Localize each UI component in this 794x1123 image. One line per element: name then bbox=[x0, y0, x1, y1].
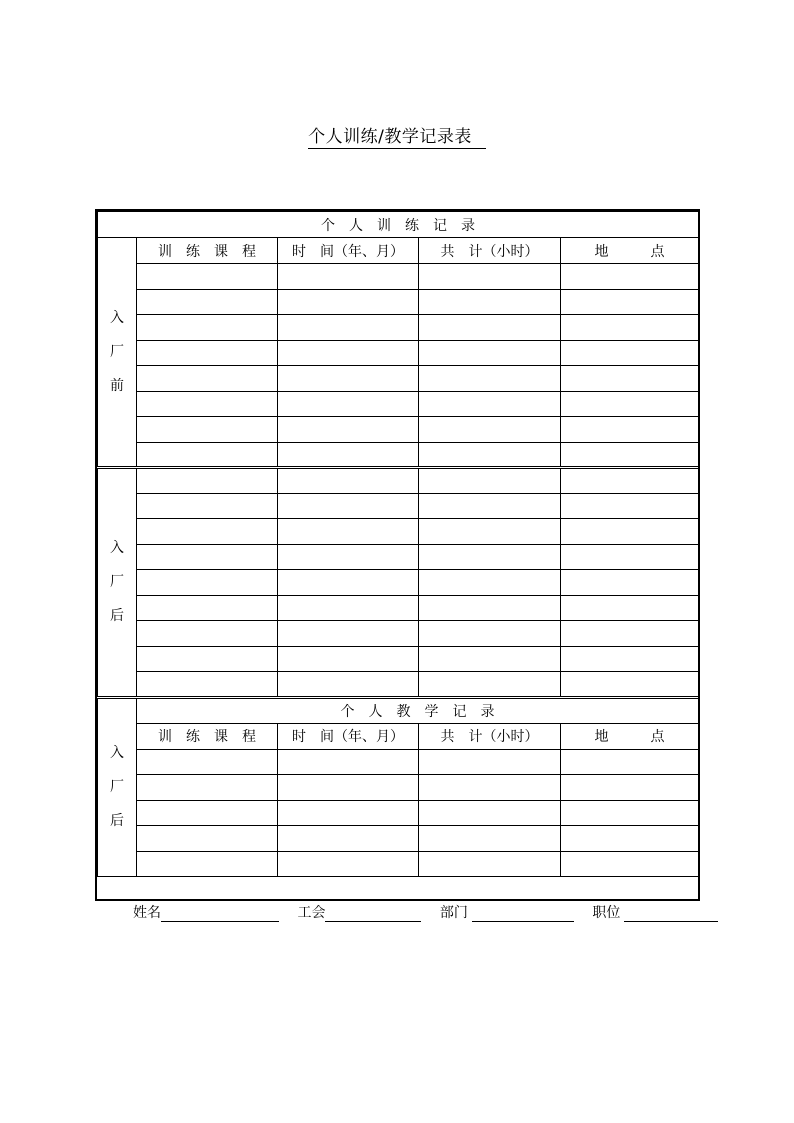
record-table bbox=[97, 211, 699, 877]
table-cell[interactable] bbox=[137, 646, 278, 672]
table-cell[interactable] bbox=[278, 775, 419, 801]
table-cell[interactable] bbox=[419, 672, 561, 698]
col-header-time: 时 间（年、月） bbox=[278, 238, 419, 264]
table-cell[interactable] bbox=[278, 749, 419, 775]
col-header-total: 共 计（小时） bbox=[419, 238, 561, 264]
table-row bbox=[98, 826, 699, 852]
table-cell[interactable] bbox=[137, 826, 278, 852]
col-header-course: 训 练 课 程 bbox=[137, 238, 278, 264]
table-cell[interactable] bbox=[561, 672, 699, 698]
position-label: 职位 bbox=[592, 905, 621, 921]
table-cell[interactable] bbox=[561, 826, 699, 852]
teaching-header-row bbox=[98, 697, 699, 723]
table-cell[interactable] bbox=[137, 544, 278, 570]
table-row bbox=[98, 391, 699, 417]
name-line[interactable] bbox=[161, 907, 279, 922]
col-header-location: 地 点 bbox=[561, 238, 699, 264]
table-cell[interactable] bbox=[137, 775, 278, 801]
table-row bbox=[98, 800, 699, 826]
table-cell[interactable] bbox=[137, 315, 278, 341]
table-cell[interactable] bbox=[278, 621, 419, 647]
table-cell[interactable] bbox=[561, 315, 699, 341]
footer-department bbox=[440, 902, 574, 922]
col-header-total: 共 计（小时） bbox=[419, 723, 561, 749]
table-row bbox=[98, 315, 699, 341]
table-cell[interactable] bbox=[561, 646, 699, 672]
name-label: 姓名 bbox=[133, 905, 161, 921]
table-cell[interactable] bbox=[137, 800, 278, 826]
table-cell[interactable] bbox=[419, 519, 561, 545]
table-cell[interactable] bbox=[561, 468, 699, 494]
table-row bbox=[98, 366, 699, 392]
footer-union bbox=[297, 902, 421, 922]
table-cell[interactable] bbox=[137, 570, 278, 596]
table-cell[interactable] bbox=[561, 264, 699, 290]
table-row bbox=[98, 417, 699, 443]
table-cell[interactable] bbox=[561, 775, 699, 801]
table-row bbox=[98, 570, 699, 596]
table-cell[interactable] bbox=[137, 672, 278, 698]
col-header-time: 时 间（年、月） bbox=[278, 723, 419, 749]
table-cell[interactable] bbox=[278, 468, 419, 494]
table-cell[interactable] bbox=[419, 468, 561, 494]
table-cell[interactable] bbox=[137, 749, 278, 775]
table-cell[interactable] bbox=[561, 289, 699, 315]
table-cell[interactable] bbox=[419, 340, 561, 366]
table-row bbox=[98, 519, 699, 545]
table-cell[interactable] bbox=[278, 826, 419, 852]
table-cell[interactable] bbox=[419, 775, 561, 801]
table-cell[interactable] bbox=[561, 800, 699, 826]
table-cell[interactable] bbox=[561, 366, 699, 392]
table-cell[interactable] bbox=[278, 800, 419, 826]
table-row bbox=[98, 442, 699, 468]
table-cell[interactable] bbox=[137, 595, 278, 621]
table-cell[interactable] bbox=[561, 493, 699, 519]
footer-position bbox=[592, 902, 718, 922]
table-cell[interactable] bbox=[278, 851, 419, 877]
table-cell[interactable] bbox=[419, 366, 561, 392]
section-label-after: 入 厂 后 bbox=[98, 468, 137, 698]
table-cell[interactable] bbox=[561, 340, 699, 366]
table-row bbox=[98, 340, 699, 366]
table-cell[interactable] bbox=[419, 391, 561, 417]
table-cell[interactable] bbox=[419, 800, 561, 826]
table-cell[interactable] bbox=[561, 570, 699, 596]
table-cell[interactable] bbox=[561, 519, 699, 545]
table-row bbox=[98, 595, 699, 621]
training-record-header: 个 人 训 练 记 录 bbox=[98, 212, 699, 238]
table-cell[interactable] bbox=[278, 646, 419, 672]
table-cell[interactable] bbox=[137, 391, 278, 417]
table-cell[interactable] bbox=[137, 621, 278, 647]
table-cell[interactable] bbox=[278, 417, 419, 443]
section-label-before: 入 厂 前 bbox=[98, 238, 137, 468]
department-label: 部门 bbox=[439, 905, 468, 921]
table-cell[interactable] bbox=[278, 493, 419, 519]
table-cell[interactable] bbox=[419, 289, 561, 315]
table-cell[interactable] bbox=[278, 264, 419, 290]
table-cell[interactable] bbox=[278, 570, 419, 596]
union-line[interactable] bbox=[325, 907, 421, 922]
table-cell[interactable] bbox=[419, 493, 561, 519]
table-row bbox=[98, 775, 699, 801]
table-cell[interactable] bbox=[137, 264, 278, 290]
table-row bbox=[98, 851, 699, 877]
table-cell[interactable] bbox=[419, 621, 561, 647]
table-row bbox=[98, 289, 699, 315]
table-cell[interactable] bbox=[278, 519, 419, 545]
table-cell[interactable] bbox=[419, 417, 561, 443]
table-cell[interactable] bbox=[278, 391, 419, 417]
section-label-teaching: 入 厂 后 bbox=[98, 697, 137, 877]
position-line[interactable] bbox=[624, 907, 718, 922]
table-row bbox=[98, 749, 699, 775]
record-table-body bbox=[98, 212, 699, 877]
table-cell[interactable] bbox=[137, 442, 278, 468]
signature-footer bbox=[133, 902, 718, 922]
union-label: 工会 bbox=[297, 905, 326, 921]
table-cell[interactable] bbox=[561, 442, 699, 468]
table-cell[interactable] bbox=[419, 570, 561, 596]
table-cell[interactable] bbox=[561, 749, 699, 775]
table-row bbox=[98, 621, 699, 647]
table-cell[interactable] bbox=[137, 519, 278, 545]
table-cell[interactable] bbox=[561, 851, 699, 877]
table-cell[interactable] bbox=[561, 544, 699, 570]
table-row bbox=[98, 264, 699, 290]
table-cell[interactable] bbox=[419, 595, 561, 621]
table-cell[interactable] bbox=[561, 391, 699, 417]
col-header-location: 地 点 bbox=[561, 723, 699, 749]
table-cell[interactable] bbox=[278, 442, 419, 468]
table-cell[interactable] bbox=[137, 417, 278, 443]
table-cell[interactable] bbox=[419, 264, 561, 290]
column-header-row bbox=[98, 723, 699, 749]
table-cell[interactable] bbox=[419, 749, 561, 775]
table-cell[interactable] bbox=[419, 851, 561, 877]
table-cell[interactable] bbox=[137, 493, 278, 519]
column-header-row bbox=[98, 238, 699, 264]
table-cell[interactable] bbox=[137, 340, 278, 366]
table-row bbox=[98, 493, 699, 519]
teaching-record-header: 个 人 教 学 记 录 bbox=[137, 697, 699, 723]
table-cell[interactable] bbox=[137, 289, 278, 315]
table-cell[interactable] bbox=[419, 646, 561, 672]
table-cell[interactable] bbox=[419, 544, 561, 570]
table-cell[interactable] bbox=[278, 672, 419, 698]
table-row bbox=[98, 672, 699, 698]
table-cell[interactable] bbox=[278, 340, 419, 366]
table-cell[interactable] bbox=[561, 595, 699, 621]
title-text: 个人训练/教学记录表 bbox=[308, 127, 486, 149]
table-cell[interactable] bbox=[278, 289, 419, 315]
table-row bbox=[98, 646, 699, 672]
department-line[interactable] bbox=[472, 907, 574, 922]
table-cell[interactable] bbox=[137, 366, 278, 392]
col-header-course: 训 练 课 程 bbox=[137, 723, 278, 749]
table-cell[interactable] bbox=[137, 851, 278, 877]
table-row bbox=[98, 468, 699, 494]
footer-name bbox=[133, 902, 279, 922]
document-title bbox=[0, 122, 794, 147]
record-table-frame bbox=[95, 209, 700, 901]
table-row bbox=[98, 544, 699, 570]
table-cell[interactable] bbox=[278, 595, 419, 621]
table-cell[interactable] bbox=[419, 442, 561, 468]
table-cell[interactable] bbox=[561, 417, 699, 443]
table-cell[interactable] bbox=[561, 621, 699, 647]
table-cell[interactable] bbox=[278, 315, 419, 341]
table-cell[interactable] bbox=[278, 544, 419, 570]
table-cell[interactable] bbox=[137, 468, 278, 494]
training-header-row bbox=[98, 212, 699, 238]
table-cell[interactable] bbox=[278, 366, 419, 392]
table-cell[interactable] bbox=[419, 826, 561, 852]
table-cell[interactable] bbox=[419, 315, 561, 341]
